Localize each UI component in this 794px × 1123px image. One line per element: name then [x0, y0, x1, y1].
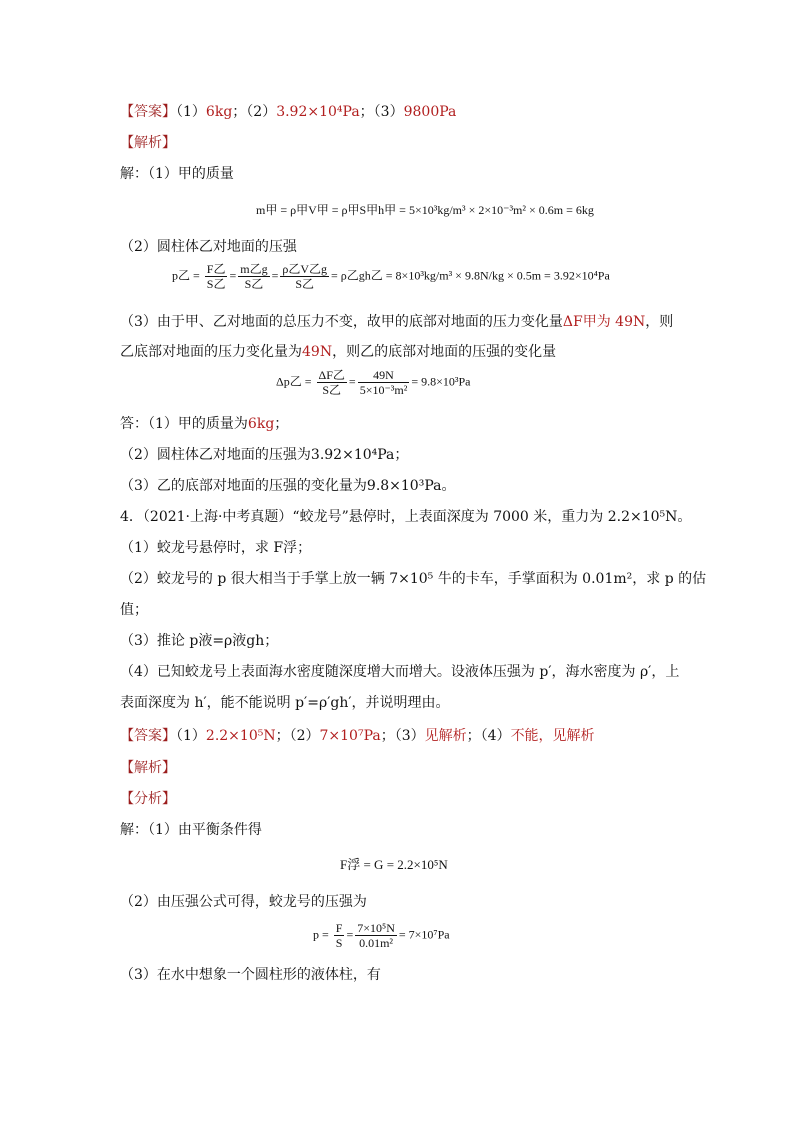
fenxi-label: 【分析】	[120, 791, 176, 807]
question-4-sub4-cont: 表面深度为 h′，能不能说明 p′=ρ′gh′，并说明理由。	[120, 695, 450, 711]
answer-summary-2: （2）圆柱体乙对地面的压强为3.92×10⁴Pa；	[120, 447, 409, 463]
q4-solution-2: （2）由压强公式可得，蛟龙号的压强为	[120, 894, 367, 910]
question-4-sub3: （3）推论 p液=ρ液gh；	[120, 633, 279, 649]
fraction: $\frac{\text{ρ乙V乙g}}{\text{S乙}}$	[282, 262, 328, 291]
equation-buoyancy: F浮 = G = 2.2×10⁵N	[340, 857, 448, 872]
q4-solution-1: 解：（1）由平衡条件得	[120, 822, 262, 838]
fraction: $\frac{\text{ΔF乙}}{\text{S乙}}$	[318, 368, 345, 397]
q4-solution-3: （3）在水中想象一个圆柱形的液体柱，有	[120, 967, 381, 983]
equation-rest: = ρ乙gh乙 = 8×10³kg/m³ × 9.8N/kg × 0.5m = 3.92×10⁴Pa	[331, 268, 610, 283]
answer-part-label: （1）	[176, 104, 206, 120]
fraction: $\frac{49N}{\text{5×10⁻³m²}}$	[359, 368, 408, 397]
answer-line	[120, 103, 456, 121]
question-4-sub4: （4）已知蛟龙号上表面海水密度随深度增大而增大。设液体压强为 p′，海水密度为 ρ′，上	[120, 664, 680, 680]
equation-pressure-change: Δp乙 = $\frac{\text{ΔF乙}}{\text{S乙}}$ = $\frac{49N}{\text{5×10⁻³m²}}$ = 9.8×10³Pa	[276, 368, 471, 397]
part2-title: （2）圆柱体乙对地面的压强	[120, 239, 297, 255]
question-4-sub2: （2）蛟龙号的 p 很大相当于手掌上放一辆 7×10⁵ 牛的卡车，手掌面积为 0.01m²，求 p 的估	[120, 571, 707, 587]
answer-value: 9800Pa	[403, 104, 457, 120]
question-4-sub1: （1）蛟龙号悬停时，求 F浮；	[120, 540, 312, 556]
fraction: $\frac{\text{m乙g}}{\text{S乙}}$	[240, 262, 268, 291]
answer-bracket: 【答案】	[120, 104, 176, 120]
equation-pressure: p乙 = $\frac{\text{F乙}}{\text{S乙}}$ = $\frac{\text{m乙g}}{\text{S乙}}$ = $\frac{\text{ρ乙V乙g}}{\text{S乙}}$ = ρ乙gh乙 = 8×10³kg/m³ × 9.8N/kg × 0.5m = 3.92×10⁴Pa	[172, 262, 610, 291]
answer-separator: ；（3）	[359, 104, 404, 120]
part3-line1: （3）由于甲、乙对地面的总压力不变，故甲的底部对地面的压力变化量ΔF甲为 49N，则	[120, 314, 674, 330]
answer-value: 3.92×10⁴Pa	[276, 104, 360, 120]
answer-value: 6kg	[205, 104, 233, 120]
answer-separator: ；（2）	[232, 104, 277, 120]
fraction: $\frac{F}{S}$	[335, 921, 343, 950]
answer-summary-3: （3）乙的底部对地面的压强的变化量为9.8×10³Pa。	[120, 478, 456, 494]
answer-summary-1: 答：（1）甲的质量为6kg；	[120, 416, 289, 432]
solution-intro: 解：（1）甲的质量	[120, 166, 234, 182]
equation-lhs: p乙 =	[172, 268, 200, 283]
question-4-sub2-cont: 值；	[120, 602, 148, 618]
part3-line2: 乙底部对地面的压力变化量为49N，则乙的底部对地面的压强的变化量	[120, 344, 557, 360]
analysis-label-q4: 【解析】	[120, 760, 176, 776]
fraction: $\frac{\text{F乙}}{\text{S乙}}$	[206, 262, 226, 291]
question-4-stem: 4．（2021·上海·中考真题）“蛟龙号”悬停时，上表面深度为 7000 米，重力为 2.2×10⁵N。	[120, 509, 692, 525]
analysis-label: 【解析】	[120, 135, 176, 151]
equation-mass: m甲 = ρ甲V甲 = ρ甲S甲h甲 = 5×10³kg/m³ × 2×10⁻³m² × 0.6m = 6kg	[256, 203, 594, 217]
answer-line-q4: 【答案】（1）2.2×10⁵N；（2）7×10⁷Pa；（3）见解析；（4）不能，见解析	[120, 728, 595, 744]
equation-pressure-q4: p = $\frac{F}{S}$ = $\frac{\text{7×10⁵N}}{\text{0.01m²}}$ = 7×10⁷Pa	[313, 921, 450, 950]
fraction: $\frac{\text{7×10⁵N}}{\text{0.01m²}}$	[357, 921, 395, 950]
